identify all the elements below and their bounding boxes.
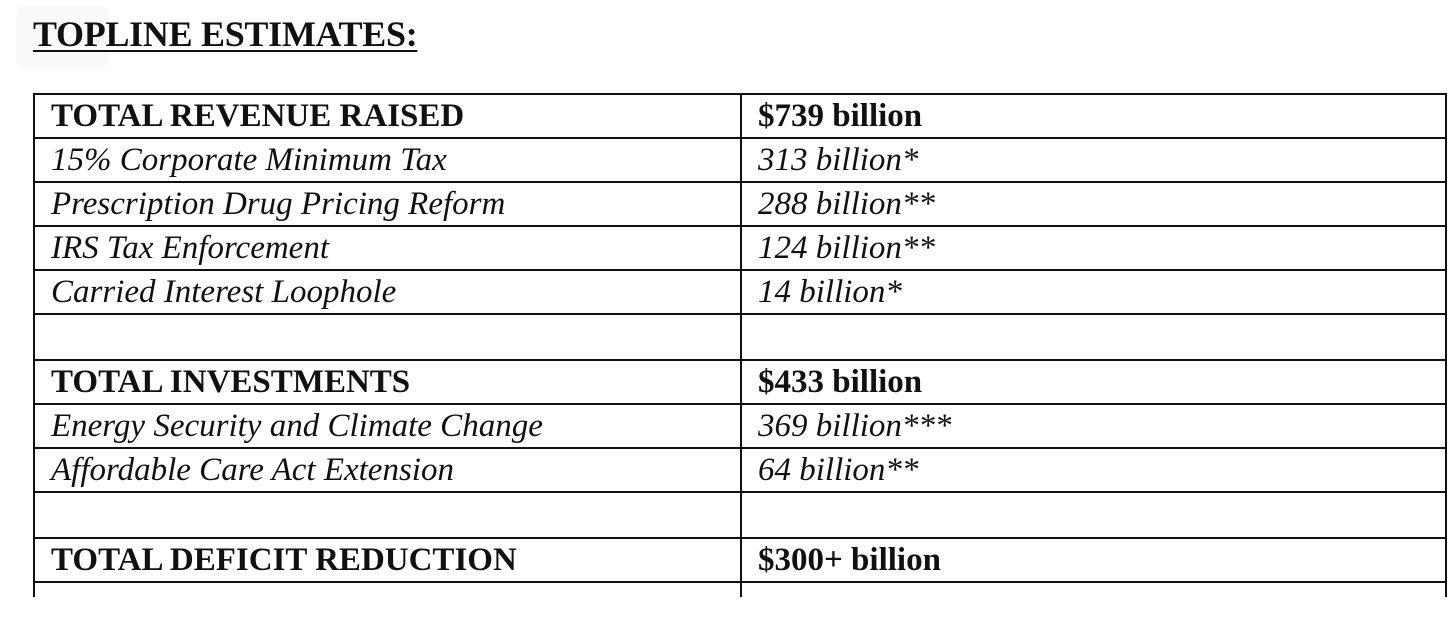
deficit-total-row: [34, 538, 1446, 582]
row-value: $300+ billion: [741, 538, 1446, 582]
row-label: TOTAL INVESTMENTS: [34, 360, 741, 404]
truncated-row: [34, 582, 1446, 597]
spacer-row: [34, 492, 1446, 538]
table-row: [34, 182, 1446, 226]
row-label: 15% Corporate Minimum Tax: [34, 138, 741, 182]
row-value: 369 billion***: [741, 404, 1446, 448]
revenue-total-row: [34, 94, 1446, 138]
row-label: Affordable Care Act Extension: [34, 448, 741, 492]
row-label: Carried Interest Loophole: [34, 270, 741, 314]
empty-cell: [741, 582, 1446, 597]
document-title: TOPLINE ESTIMATES:: [33, 14, 418, 54]
investments-total-row: [34, 360, 1446, 404]
row-label: Prescription Drug Pricing Reform: [34, 182, 741, 226]
row-value: 124 billion**: [741, 226, 1446, 270]
table-row: [34, 404, 1446, 448]
row-value: 14 billion*: [741, 270, 1446, 314]
empty-cell: [34, 314, 741, 360]
row-label: IRS Tax Enforcement: [34, 226, 741, 270]
row-label: TOTAL DEFICIT REDUCTION: [34, 538, 741, 582]
table-row: [34, 270, 1446, 314]
row-value: $739 billion: [741, 94, 1446, 138]
empty-cell: [34, 582, 741, 597]
row-value: $433 billion: [741, 360, 1446, 404]
empty-cell: [741, 314, 1446, 360]
table-row: [34, 226, 1446, 270]
empty-cell: [34, 492, 741, 538]
table-row: [34, 138, 1446, 182]
row-value: 64 billion**: [741, 448, 1446, 492]
table-row: [34, 448, 1446, 492]
row-label: TOTAL REVENUE RAISED: [34, 94, 741, 138]
row-value: 313 billion*: [741, 138, 1446, 182]
row-value: 288 billion**: [741, 182, 1446, 226]
spacer-row: [34, 314, 1446, 360]
empty-cell: [741, 492, 1446, 538]
row-label: Energy Security and Climate Change: [34, 404, 741, 448]
estimates-table: [33, 93, 1447, 597]
